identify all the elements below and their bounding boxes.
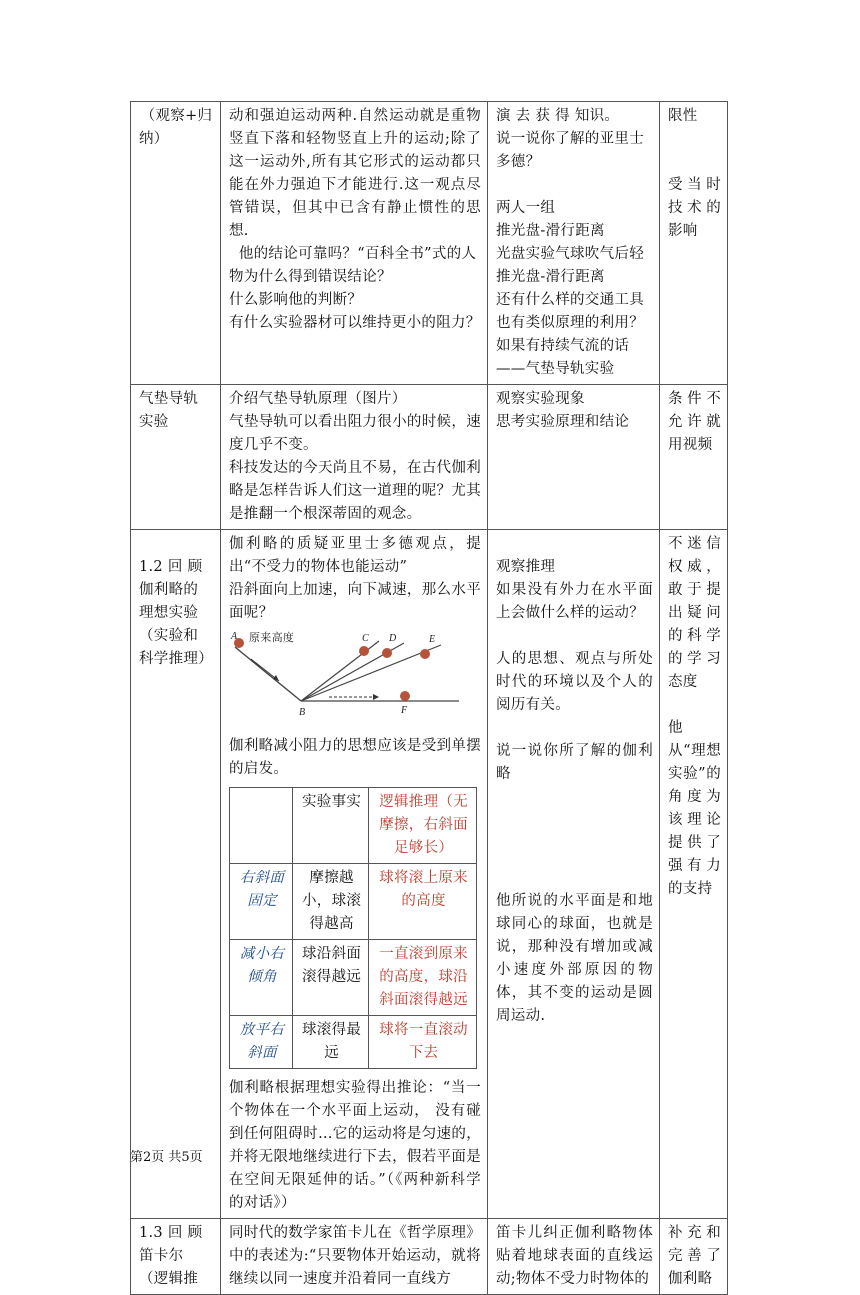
paragraph: 动和强迫运动两种.自然运动就是重物竖直下落和轻物竖直上升的运动;除了这一运动外,所有其它形式的运动都只能在外力强迫下才能进行.这一观点尽管错误，但其中已含有静止惯性的思想. [229,108,481,239]
table-row [131,530,728,1219]
paragraph: 补充和完善了伽利略 [668,1225,721,1287]
design-intent-cell [660,1219,728,1295]
paragraph: 气垫导轨可以看出阻力很小的时候，速度几乎不变。 [229,414,481,453]
teacher-activity-cell [221,530,488,1219]
point-label-a: A [231,631,238,642]
paragraph: 介绍气垫导轨原理（图片） [229,391,407,407]
paragraph: 说一说你所了解的伽利略 [496,743,653,782]
paragraph: 伽利略的质疑亚里士多德观点，提出“不受力的物体也能运动” [229,536,481,575]
lesson-plan-table [130,101,728,1295]
row-label: 放平右斜面 [230,1016,293,1069]
paragraph: 如果有持续气流的话 [496,338,630,354]
figure-title: 原来高度 [249,631,295,644]
stage-text: （逻辑推 [139,1271,199,1287]
point-label-f: F [401,705,408,716]
paragraph: 什么影响他的判断？ [229,292,363,308]
inclined-plane-figure [229,629,469,721]
paragraph: 演 去 获 得 知识。 [496,108,620,124]
paragraph: 思考实验原理和结论 [496,414,630,430]
teacher-activity-cell [221,1219,488,1295]
paragraph: 伽利略根据理想实验得出推论：“当一个物体在一个水平面上运动， 没有碰到任何阻碍时…它的运动将是匀速的，并将无限地继续进行下去，假若平面是在空间无限延伸的话。”（《两种新科学的对话》） [229,1080,481,1211]
paragraph: 科技发达的今天尚且不易，在古代伽利略是怎样告诉人们这一道理的呢？尤其是推翻一个根深蒂固的观念。 [229,460,481,522]
paragraph: 笛卡儿纠正伽利略物体贴着地球表面的直线运动;物体不受力时物体的 [496,1225,653,1287]
stage-text: 气垫导轨 [139,391,199,407]
table-row [131,102,728,385]
student-activity-cell [488,102,660,385]
header-logic: 逻辑推理（无摩擦，右斜面足够长） [369,788,477,864]
stage-text: （实验和 [139,628,199,644]
row-logic: 一直滚到原来的高度，球沿斜面滚得越远 [369,940,477,1016]
paragraph: 人的思想、观点与所处时代的环境以及个人的阅历有关。 [496,651,653,713]
paragraph: 伽利略减小阻力的思想应该是受到单摆的启发。 [229,738,481,777]
paragraph: 有什么实验器材可以维持更小的阻力？ [229,315,481,331]
student-activity-cell [488,530,660,1219]
teacher-activity-cell [221,385,488,530]
stage-text: 笛卡尔 [139,1248,184,1264]
paragraph: 限性 [668,108,698,124]
table-row [131,1219,728,1295]
paragraph: 他 从“理想实验”的角度为该理论提供了强有力的支持 [668,720,721,897]
paragraph: 他的结论可靠吗？“百科全书”式的人物为什么得到错误结论？ [229,246,477,285]
row-label: 减小右倾角 [230,940,293,1016]
table-row [131,385,728,530]
row-fact: 球沿斜面滚得越远 [293,940,369,1016]
paragraph: 说一说你了解的亚里士多德？ [496,131,644,170]
paragraph: 他所说的水平面是和地球同心的球面，也就是说，那种没有增加或减小速度外部原因的物体，其不变的运动是圆周运动. [496,893,653,1024]
paragraph: 受当时技术的影响 [668,177,721,239]
header-fact: 实验事实 [293,788,369,864]
row-logic: 球将滚上原来的高度 [369,864,477,940]
stage-cell [131,385,221,530]
stage-cell [131,102,221,385]
stage-text: 伽利略的 [139,582,199,598]
design-intent-cell [660,102,728,385]
stage-text: 科学推理） [139,651,213,667]
point-label-c: C [362,633,369,644]
paragraph: 光盘实验气球吹气后轻推光盘-滑行距离 [496,246,644,285]
stage-text: 1.2 回 顾 [139,559,203,575]
experiment-summary-table [229,787,477,1069]
point-label-e: E [429,634,436,645]
point-label-b: B [299,707,306,718]
paragraph: 如果没有外力在水平面上会做什么样的运动？ [496,582,653,621]
paragraph: 不迷信权威，敢于提出疑问的科学的学习态度 [668,536,721,690]
stage-text: 理想实验 [139,605,199,621]
row-fact: 球滚得最远 [293,1016,369,1069]
paragraph: 观察推理 [496,559,556,575]
design-intent-cell [660,385,728,530]
page-footer: 第2页 共5页 [130,1150,203,1165]
student-activity-cell [488,1219,660,1295]
stage-text: 1.3 回 顾 [139,1225,203,1241]
row-label: 右斜面固定 [230,864,293,940]
design-intent-cell [660,530,728,1219]
paragraph: 还有什么样的交通工具也有类似原理的利用？ [496,292,644,331]
teacher-activity-cell [221,102,488,385]
paragraph: 条件不允许就用视频 [668,391,721,453]
stage-cell [131,530,221,1219]
stage-cell [131,1219,221,1295]
stage-text: （观察+归 [140,108,213,124]
row-logic: 球将一直滚动下去 [369,1016,477,1069]
stage-text: 实验 [139,414,169,430]
row-fact: 摩擦越小，球滚得越高 [293,864,369,940]
paragraph: 同时代的数学家笛卡儿在《哲学原理》中的表述为:“只要物体开始运动，就将继续以同一速度并沿着同一直线方 [229,1225,481,1287]
paragraph: ——气垫导轨实验 [496,361,615,377]
point-label-d: D [389,633,397,644]
paragraph: 沿斜面向上加速，向下减速，那么水平面呢？ [229,582,481,621]
student-activity-cell [488,385,660,530]
paragraph: 两人一组 [496,200,556,216]
stage-text: 纳） [139,131,169,147]
paragraph: 观察实验现象 [496,391,585,407]
paragraph: 推光盘-滑行距离 [496,223,605,239]
